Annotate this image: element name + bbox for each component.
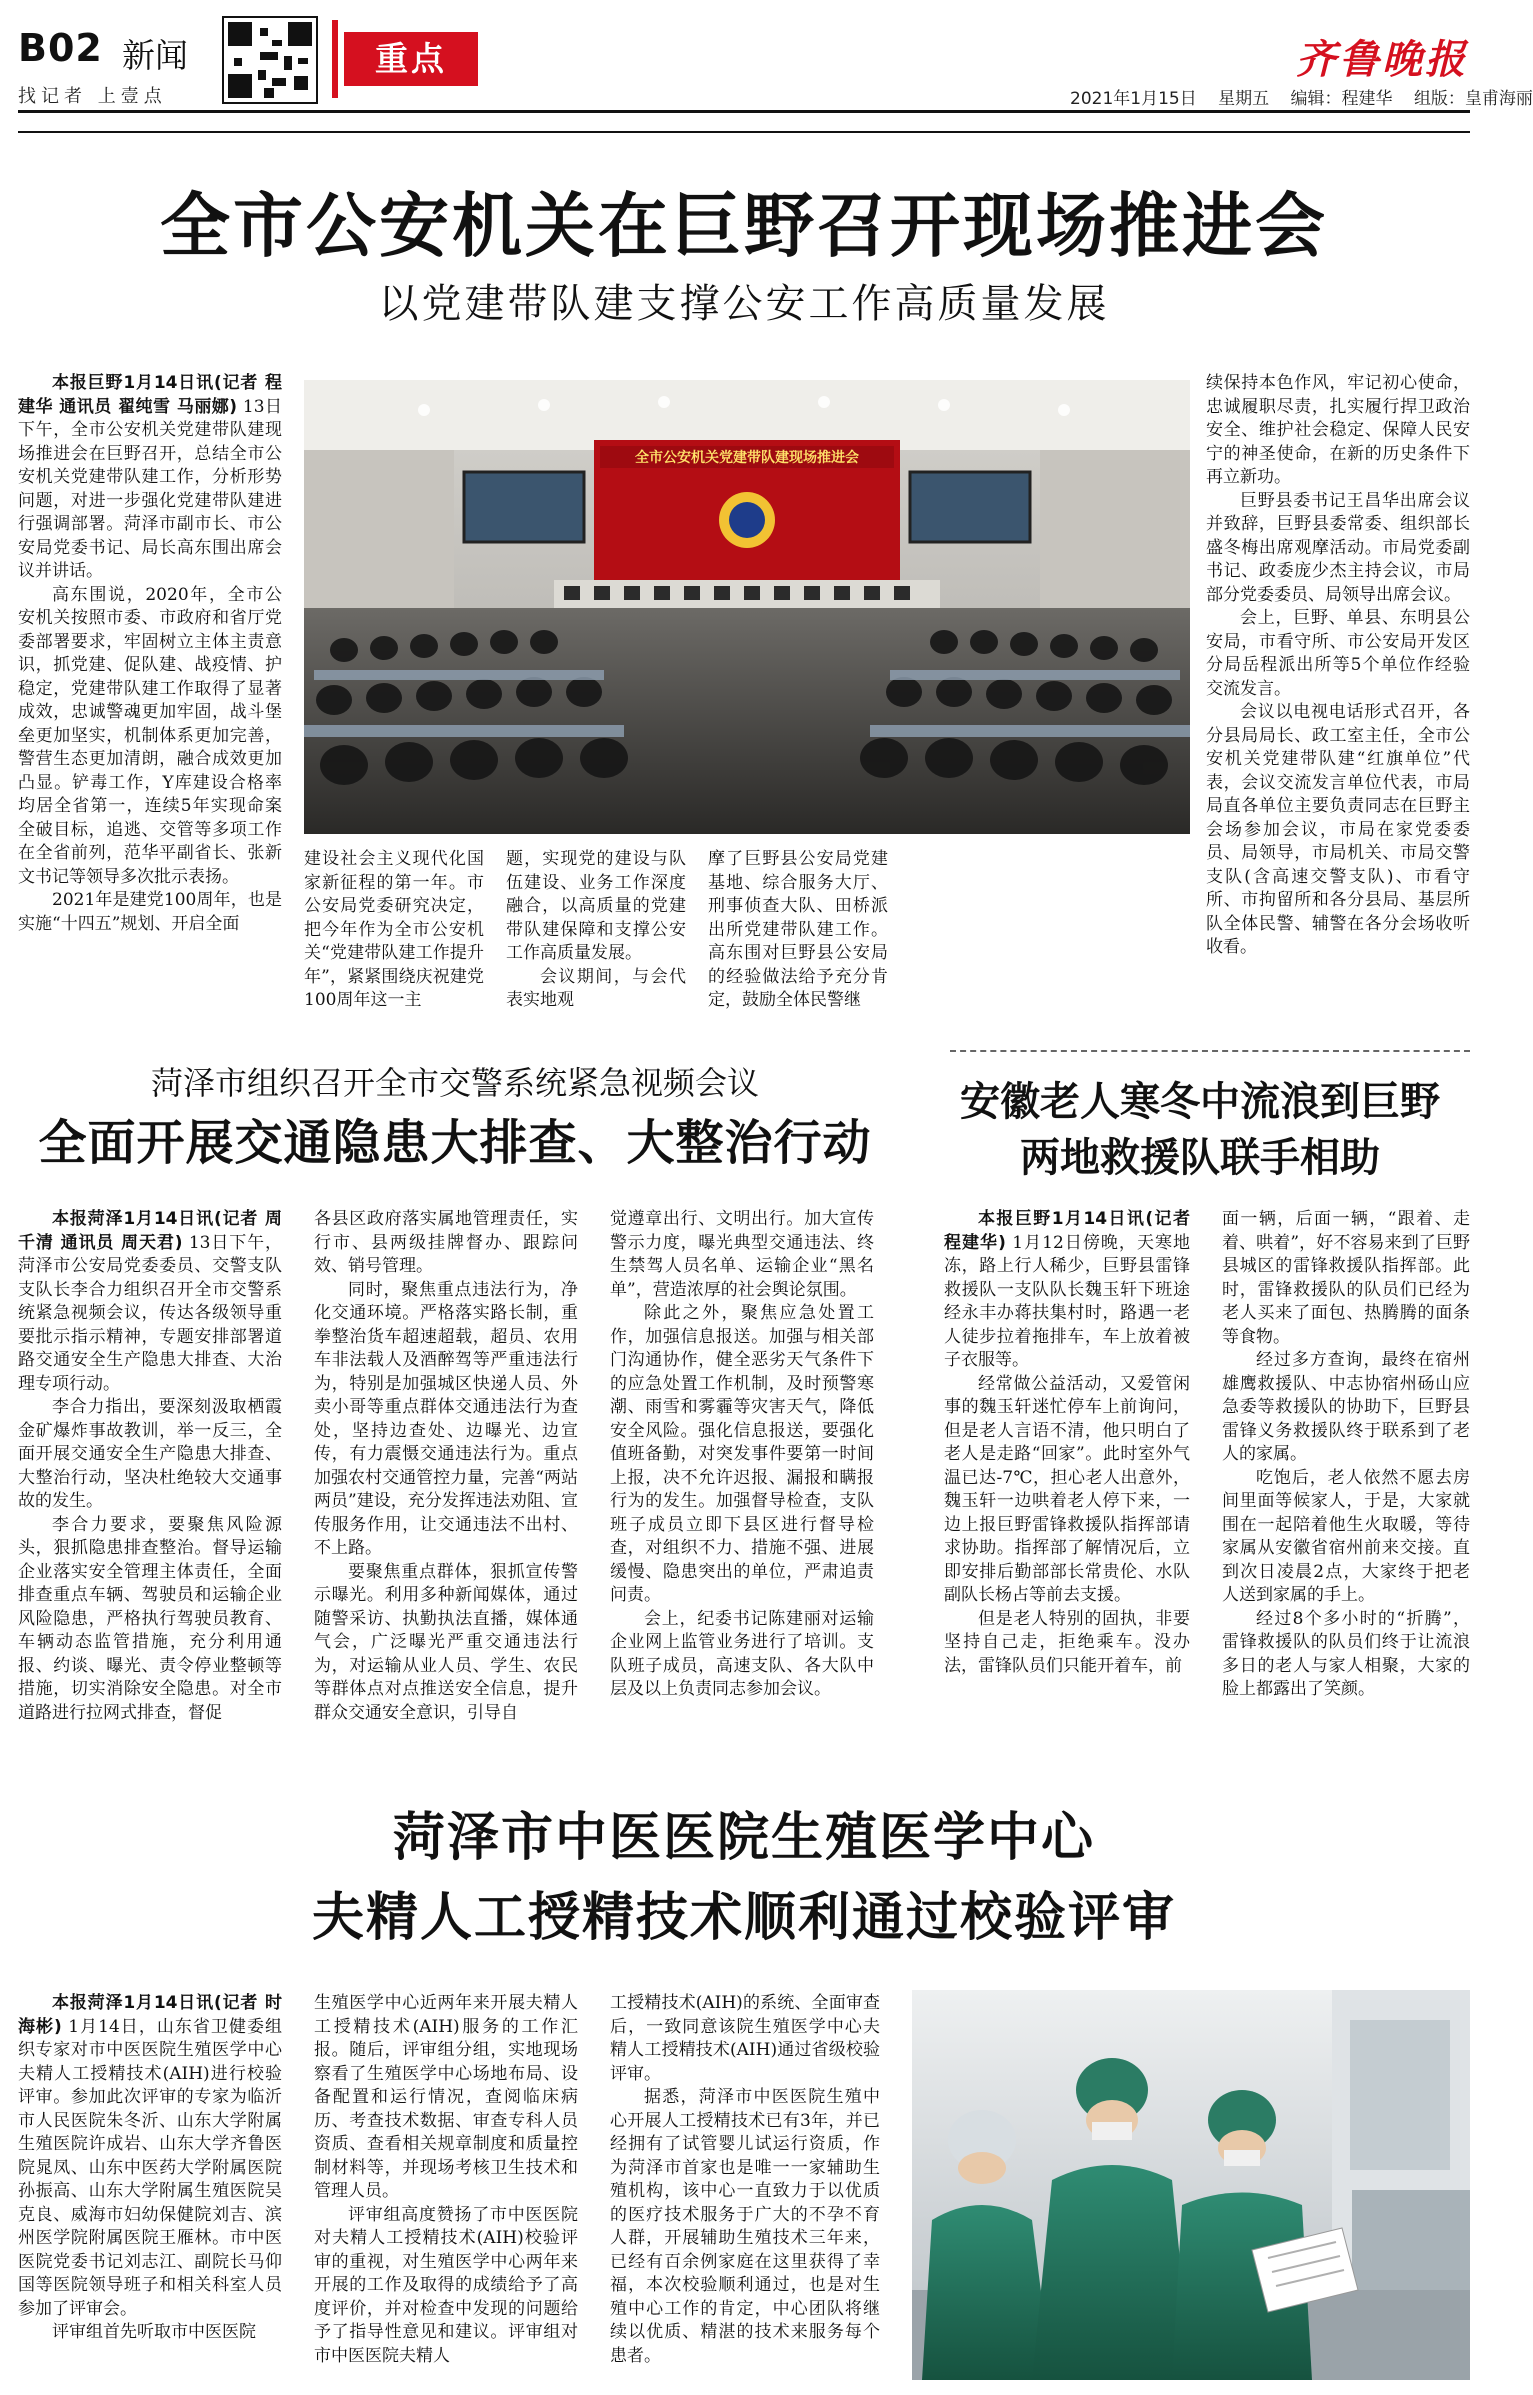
paragraph: 摩了巨野县公安局党建基地、综合服务大厅、刑事侦查大队、田桥派出所党建带队建工作。高东围对巨野县公安局的经验做法给予充分肯定，鼓励全体民警继 (708, 849, 888, 1010)
page-number: B02 (18, 26, 103, 70)
paragraph: 李合力指出，要深刻汲取栖霞金矿爆炸事故教训，举一反三，全面开展交通安全生产隐患大排查、大整治行动，坚决杜绝较大交通事故的发生。 (18, 1397, 282, 1511)
issue-date: 2021年1月15日 (1070, 89, 1197, 109)
paragraph: 李合力要求，要聚焦风险源头，狠抓隐患排查整治。督导运输企业落实安全管理主体责任，全面排查重点车辆、驾驶员和运输企业风险隐患，严格执行驾驶员教育、车辆动态监管措施，充分利用通报、约谈、曝光、责令停业整顿等措施，切实消除安全隐患。对全市道路进行拉网式排查，督促 (18, 1514, 282, 1723)
paragraph: 要聚焦重点群体，狠抓宣传警示曝光。利用多种新闻媒体，通过随警采访、执勤执法直播，媒体通气会，广泛曝光严重交通违法行为，对运输从业人员、学生、农民等群体点对点推送安全信息，提升群众交通安全意识，引导自 (314, 1561, 578, 1723)
article2-subtitle: 菏泽市组织召开全市交警系统紧急视频会议 (150, 1064, 759, 1102)
paragraph: 除此之外，聚焦应急处置工作，加强信息报送。加强与相关部门沟通协作，健全恶劣天气条件下的应急处置工作机制，及时预警寒潮、雨雪和雾霾等灾害天气，降低安全风险。强化信息报送，要强化值班备勤，对突发事件要第一时间上报，决不允许迟报、漏报和瞒报行为的发生。加强督导检查，支队班子成员立即下县区进行督导检查，对组织不力、措施不强、进展缓慢、隐患突出的单位，严肃追责问责。 (610, 1303, 874, 1605)
article1-col3 (506, 848, 686, 1010)
article1-title: 全市公安机关在巨野召开现场推进会 (160, 185, 1328, 267)
article3-col1 (944, 1208, 1190, 1742)
section-name: 新闻 (122, 36, 188, 75)
issue-info (1070, 84, 1533, 109)
article2-title: 全面开展交通隐患大排查、大整治行动 (38, 1115, 872, 1171)
editor: 编辑：程建华 (1290, 89, 1393, 109)
qr-code-icon[interactable] (222, 16, 318, 104)
article1-col1 (18, 372, 282, 982)
article4-title-line2: 夫精人工授精技术顺利通过校验评审 (311, 1888, 1176, 1948)
paragraph: 生殖医学中心近两年来开展夫精人工授精技术(AIH)服务的工作汇报。随后，评审组分组，实地现场察看了生殖医学中心场地布局、设备配置和运行情况，查阅临床病历、考查技术数据、审查专科人员资质、查看相关规章制度和质量控制材料等，并现场考核卫生技术和管理人员。 (314, 1993, 578, 2201)
article4-dateline: 本报菏泽1月14日讯(记者 时海彬) (18, 1993, 282, 2037)
paragraph: 本报菏泽1月14日讯(记者 时海彬) 1月14日，山东省卫健委组织专家对市中医医院生殖医学中心夫精人工授精技术(AIH)进行校验评审。参加此次评审的专家为临沂市人民医院朱冬沂、山东大学附属生殖医院许成岩、山东大学齐鲁医院晁凤、山东中医药大学附属医院孙振高、山东大学附属生殖医院吴克良、威海市妇幼保健院刘吉、滨州医学院附属医院王雁林。市中医医院党委书记刘志江、副院长马仰国等医院领导班子和相关科室人员参加了评审会。 (18, 1993, 282, 2319)
article1-subtitle: 以党建带队建支撑公安工作高质量发展 (378, 281, 1110, 327)
layout-editor: 组版：皇甫海丽 (1413, 89, 1533, 109)
article1-dateline: 本报巨野1月14日讯(记者 程建华 通讯员 翟纯雪 马丽娜) (18, 373, 282, 417)
article4-col2 (314, 1992, 578, 2378)
article1-col5 (1206, 372, 1470, 982)
paragraph: 面一辆，后面一辆，“跟着、走着、哄着”，好不容易来到了巨野县城区的雷锋救援队指挥部。此时，雷锋救援队的队员们已经为老人买来了面包、热腾腾的面条等食物。 (1222, 1209, 1470, 1347)
page-header (0, 0, 1533, 140)
paragraph: 吃饱后，老人依然不愿去房间里面等候家人，于是，大家就围在一起陪着他生火取暖，等待家属从安徽省宿州前来交接。直到次日凌晨2点，大家终于把老人送到家属的手上。 (1222, 1467, 1470, 1605)
article4-col3 (610, 1992, 880, 2378)
issue-weekday: 星期五 (1218, 89, 1270, 109)
slogan: 找记者 上壹点 (18, 86, 167, 107)
paragraph: 本报巨野1月14日讯(记者 程建华) 1月12日傍晚，天寒地冻，路上行人稀少，巨野县雷锋救援队一支队队长魏玉轩下班途经永丰办蒋扶集村时，路遇一老人徒步拉着拖排车，车上放着被子衣服等。 (944, 1209, 1190, 1370)
paragraph: 经过8个多小时的“折腾”，雷锋救援队的队员们终于让流浪多日的老人与家人相聚，大家的脸上都露出了笑颜。 (1222, 1608, 1470, 1699)
header-rule-2 (18, 131, 1470, 133)
paragraph: 巨野县委书记王昌华出席会议并致辞，巨野县委常委、组织部长盛冬梅出席观摩活动。市局党委副书记、政委庞少杰主持会议，市局部分党委委员、局领导出席会议。 (1206, 490, 1470, 605)
paragraph: 同时，聚焦重点违法行为，净化交通环境。严格落实路长制，重拳整治货车超速超载，超员、农用车非法载人及酒醉驾等严重违法行为，特别是加强城区快递人员、外卖小哥等重点群体交通违法行为查处，坚持边查处、边曝光、边宣传，有力震慑交通违法行为。重点加强农村交通管控力量，完善“两站两员”建设，充分发挥违法劝阻、宣传服务作用，让交通违法不出村、不上路。 (314, 1279, 578, 1558)
article3-dateline: 本报巨野1月14日讯(记者 程建华) (944, 1209, 1190, 1253)
article3-col2 (1222, 1208, 1470, 1742)
article3-title-line1: 安徽老人寒冬中流浪到巨野 (960, 1079, 1440, 1125)
paragraph: 高东围说，2020年，全市公安机关按照市委、市政府和省厅党委部署要求，牢固树立主体主责意识，抓党建、促队建、战疫情、护稳定，党建带队建工作取得了显著成效，忠诚警魂更加牢固，战斗堡垒更加坚实，机制体系更加完善，警营生态更加清朗，融合成效更加凸显。铲毒工作，Y库建设合格率均居全省第一，连续5年实现命案全破目标，追逃、交管等多项工作在全省前列，范华平副省长、张新文书记等领导多次批示表扬。 (18, 584, 282, 887)
conference-hall-image (304, 380, 1190, 834)
article2-col3 (610, 1208, 874, 1742)
hospital-review-photo (912, 1990, 1470, 2380)
paragraph: 据悉，菏泽市中医医院生殖中心开展人工授精技术已有3年，并已经拥有了试管婴儿试运行资质，作为菏泽市首家也是唯一一家辅助生殖机构，该中心一直致力于以优质的医疗技术服务于广大的不孕不育人群，开展辅助生殖技术三年来，已经有百余例家庭在这里获得了幸福，本次校验顺利通过，也是对生殖中心工作的肯定，中心团队将继续以优质、精湛的技术来服务每个患者。 (610, 2087, 880, 2366)
article4-col1 (18, 1992, 282, 2378)
paragraph: 觉遵章出行、文明出行。加大宣传警示力度，曝光典型交通违法、终生禁驾人员名单、运输企业“黑名单”，营造浓厚的社会舆论氛围。 (610, 1209, 874, 1300)
section-divider (950, 1050, 1470, 1052)
paragraph: 但是老人特别的固执，非要坚持自己走，拒绝乘车。没办法，雷锋队员们只能开着车，前 (944, 1608, 1190, 1676)
paragraph: 会议以电视电话形式召开，各分县局局长、政工室主任，全市公安机关党建带队建“红旗单位”代表，会议交流发言单位代表，市局局直各单位主要负责同志在巨野主会场参加会议，市局在家党委委员、局领导，市局机关、市局交警支队(含高速交警支队)、市看守所、市拘留所和各分县局、基层所队全体民警、辅警在各分会场收听收看。 (1206, 702, 1470, 957)
paragraph: 评审组首先听取市中医医院 (52, 2322, 256, 2342)
paragraph: 各县区政府落实属地管理责任，实行市、县两级挂牌督办、跟踪问效、销号管理。 (314, 1209, 578, 1276)
article4-title-line1: 菏泽市中医医院生殖医学中心 (392, 1808, 1095, 1868)
paragraph: 会议期间，与会代表实地观 (506, 966, 686, 1010)
article2-col2 (314, 1208, 578, 1742)
paragraph: 经常做公益活动，又爱管闲事的魏玉轩迷忙停车上前询问，但是老人言语不清，他只明白了老人是走路“回家”。此时室外气温已达-7℃，担心老人出意外，魏玉轩一边哄着老人停下来，一边上报巨野雷锋救援队指挥部请求协助。指挥部了解情况后，立即安排后勤部部长常贵伦、水队副队长杨占等前去支援。 (944, 1373, 1190, 1605)
paragraph: 续保持本色作风，牢记初心使命，忠诚履职尽责，扎实履行捍卫政治安全、维护社会稳定、保障人民安宁的神圣使命，在新的历史条件下再立新功。 (1206, 373, 1470, 487)
article2-dateline: 本报菏泽1月14日讯(记者 周千清 通讯员 周天君) (18, 1209, 282, 1253)
article1-col2 (304, 848, 484, 1010)
article3-title-line2: 两地救援队联手相助 (1020, 1135, 1380, 1181)
paragraph: 本报巨野1月14日讯(记者 程建华 通讯员 翟纯雪 马丽娜) 13日下午，全市公安机关党建带队建现场推进会在巨野召开，总结全市公安机关党建带队建工作，分析形势问题，对进一步强化党建带队建进行强调部署。菏泽市副市长、市公安局党委书记、局长高东围出席会议并讲话。 (18, 373, 283, 581)
paragraph: 经过多方查询，最终在宿州雄鹰救援队、中志协宿州砀山应急委等救援队的协助下，巨野县雷锋义务救援队终于联系到了老人的家属。 (1222, 1350, 1470, 1464)
paragraph: 2021年是建党100周年，也是实施“十四五”规划、开启全面 (18, 890, 282, 934)
paper-logo: 齐鲁晚报 (1296, 36, 1468, 83)
tag-bar (332, 20, 338, 98)
banner-text: 全市公安机关党建带队建现场推进会 (635, 450, 859, 466)
paragraph: 题，实现党的建设与队伍建设、业务工作深度融合，以高质量的党建带队建保障和支撑公安工作高质量发展。 (506, 849, 686, 963)
paragraph: 建设社会主义现代化国家新征程的第一年。市公安局党委研究决定，把今年作为全市公安机关“党建带队建工作提升年”，紧紧围绕庆祝建党100周年这一主 (304, 849, 484, 1010)
header-rule (18, 110, 1470, 113)
article2-col1 (18, 1208, 282, 1742)
conference-photo (304, 380, 1190, 834)
paragraph: 会上，纪委书记陈建丽对运输企业网上监管业务进行了培训。支队班子成员，高速支队、各大队中层及以上负责同志参加会议。 (610, 1608, 874, 1699)
paragraph: 工授精技术(AIH)的系统、全面审查后，一致同意该院生殖医学中心夫精人工授精技术(AIH)通过省级校验评审。 (610, 1993, 880, 2084)
article1-col4 (708, 848, 888, 1010)
paragraph: 会上，巨野、单县、东明县公安局，市看守所、市公安局开发区分局岳程派出所等5个单位作经验交流发言。 (1206, 608, 1470, 699)
column-tag: 重点 (344, 32, 478, 86)
paragraph: 本报菏泽1月14日讯(记者 周千清 通讯员 周天君) 13日下午，菏泽市公安局党委委员、交警支队支队长李合力组织召开全市交警系统紧急视频会议，传达各级领导重要批示指示精神，专题安排部署道路交通安全生产隐患大排查、大治理专项行动。 (18, 1209, 283, 1394)
article3-title (920, 1074, 1480, 1186)
paragraph: 评审组高度赞扬了市中医医院对夫精人工授精技术(AIH)校验评审的重视，对生殖医学中心两年来开展的工作及取得的成绩给予了高度评价，并对检查中发现的问题给予了指导性意见和建议。评审组对市中医医院夫精人 (314, 2204, 578, 2366)
article4-title (18, 1798, 1470, 1958)
medical-staff-image (912, 1990, 1470, 2380)
